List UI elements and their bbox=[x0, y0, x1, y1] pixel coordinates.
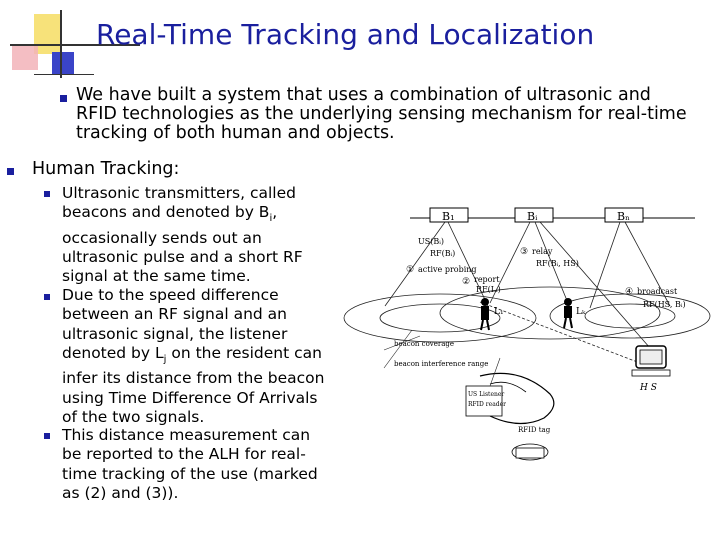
bullet-human-tracking: Human Tracking: bbox=[32, 159, 180, 179]
beacon-coverage-ellipse bbox=[550, 294, 710, 338]
sub-bullet-speed-difference bbox=[62, 286, 334, 427]
sub-bullet-marker bbox=[44, 433, 50, 439]
beacon-coverage-ellipse bbox=[344, 294, 536, 342]
rf-broadcast-label: RF(HS, Bᵢ) bbox=[643, 300, 686, 309]
active-probing-label: active probing bbox=[418, 265, 477, 274]
beacon-cone-line bbox=[385, 222, 445, 306]
slide-title: Real-Time Tracking and Localization bbox=[96, 18, 595, 51]
home-server-computer-icon bbox=[632, 346, 670, 376]
beacon-coverage-label: beacon coverage bbox=[394, 340, 455, 348]
annotation-arrow bbox=[490, 358, 500, 386]
report-number: ② bbox=[462, 277, 471, 287]
report-label: report bbox=[474, 275, 500, 284]
sub-bullet-beacons bbox=[62, 184, 334, 287]
rfid-tagged-object-icon bbox=[512, 444, 548, 460]
report-line bbox=[480, 302, 640, 363]
logo-pink-square bbox=[12, 46, 38, 70]
beacon-bn-label: Bₙ bbox=[617, 210, 630, 223]
rf-report-label: RF(Lᵢ) bbox=[476, 285, 501, 294]
bullet-system-description: We have built a system that uses a combination of ultrasonic and RFID technologies as the underlying sensing mechanism for real-time tracking of both human and objects. bbox=[76, 85, 687, 143]
active-probing-number: ① bbox=[406, 265, 415, 275]
sub-bullet-speed-text-end: on the resident can infer its distance from the beacon using Time Difference Of Arrivals of the two signals. bbox=[62, 343, 325, 426]
broadcast-number: ④ bbox=[625, 287, 634, 297]
sub-bullet-distance-report: This distance measurement can be reported to the ALH for real-time tracking of the use (marked as (2) and (3)). bbox=[62, 426, 318, 502]
beacon-interference-label: beacon interference range bbox=[394, 360, 489, 368]
rfid-tag-label: RFID tag bbox=[518, 426, 551, 434]
wrist-listener-device-icon bbox=[466, 373, 554, 423]
sub-bullet-marker bbox=[44, 191, 50, 197]
relay-number: ③ bbox=[520, 247, 529, 257]
subscript-j: j bbox=[163, 353, 167, 365]
rf-relay-label: RF(Bᵢ, HS) bbox=[536, 259, 579, 268]
listener-l1-label: L₁ bbox=[494, 307, 504, 317]
person-l1-icon bbox=[481, 298, 489, 330]
broadcast-label: broadcast bbox=[637, 287, 678, 296]
sub-bullet-speed-text: Due to the speed difference between an RF signal and an ultrasonic signal, the listener denoted by L bbox=[62, 286, 288, 362]
subscript-i: i bbox=[269, 213, 273, 225]
home-server-label: H S bbox=[640, 383, 657, 393]
us-signal-label: US(Bᵢ) bbox=[418, 237, 444, 246]
us-listener-label: US Listener bbox=[468, 391, 505, 398]
tracking-system-diagram bbox=[340, 198, 712, 484]
logo-blue-square bbox=[52, 52, 74, 74]
rf-signal-label: RF(Bᵢ) bbox=[430, 249, 456, 258]
bullet-marker bbox=[60, 95, 67, 102]
rfid-reader-label: RFID reader bbox=[468, 401, 507, 408]
beacon-bi-label: Bᵢ bbox=[527, 210, 538, 223]
bullet-marker bbox=[7, 168, 14, 175]
logo-horizontal-line-2 bbox=[34, 74, 94, 75]
sub-bullet-beacons-text: Ultrasonic transmitters, called beacons and denoted by B bbox=[62, 184, 296, 222]
relay-label: relay bbox=[532, 247, 553, 256]
person-lk-icon bbox=[564, 298, 572, 328]
sub-bullet-beacons-text-end: , occasionally sends out an ultrasonic pulse and a short RF signal at the same time. bbox=[62, 203, 303, 286]
sub-bullet-marker bbox=[44, 294, 50, 300]
signal-line bbox=[540, 222, 650, 348]
beacon-b1-label: B₁ bbox=[442, 210, 455, 223]
listener-lk-label: Lₖ bbox=[576, 307, 586, 317]
